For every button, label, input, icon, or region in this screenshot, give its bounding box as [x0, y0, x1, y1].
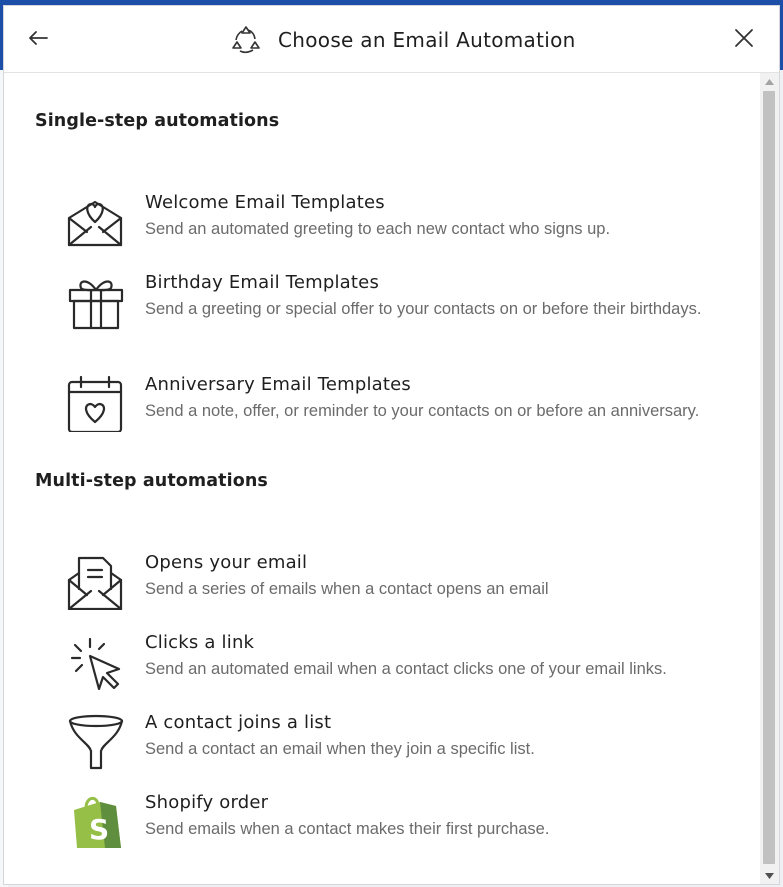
automation-option-text — [145, 630, 725, 683]
modal-header — [4, 6, 779, 73]
svg-text:S: S — [89, 813, 110, 846]
modal-body — [4, 73, 760, 884]
gift-icon — [64, 270, 124, 330]
automation-option-title: Anniversary Email Templates — [145, 374, 412, 395]
section-title-single-step: Single-step automations — [35, 111, 280, 131]
shopify-icon — [64, 790, 124, 850]
open-envelope-icon — [64, 550, 124, 610]
automation-option-text — [145, 710, 725, 763]
automation-option-title: Birthday Email Templates — [145, 272, 380, 293]
scroll-thumb[interactable] — [763, 91, 775, 864]
back-button[interactable] — [18, 18, 58, 58]
modal-title-group — [228, 20, 576, 60]
automation-option-description: Send a contact an email when they join a specific list. — [145, 740, 535, 758]
close-button[interactable] — [724, 18, 764, 58]
scroll-up-button[interactable] — [760, 73, 779, 90]
automation-option-text — [145, 372, 725, 425]
automation-option-description: Send emails when a contact makes their first purchase. — [145, 820, 550, 838]
cursor-click-icon — [64, 630, 124, 690]
close-icon — [733, 27, 755, 49]
automation-option-text — [145, 790, 725, 843]
automation-option-title: A contact joins a list — [145, 712, 332, 733]
automation-option-description: Send a note, offer, or reminder to your contacts on or before an anniversary. — [145, 402, 700, 420]
arrow-left-icon — [26, 26, 50, 50]
triangle-up-icon — [765, 79, 774, 85]
automation-option-title: Shopify order — [145, 792, 269, 813]
email-automation-modal — [4, 6, 779, 884]
modal-title: Choose an Email Automation — [278, 28, 576, 52]
automation-option-description: Send an automated email when a contact clicks one of your email links. — [145, 660, 667, 678]
funnel-icon — [64, 710, 124, 770]
automation-icon — [228, 22, 264, 58]
automation-option-description: Send an automated greeting to each new contact who signs up. — [145, 220, 611, 238]
automation-option-text — [145, 550, 725, 603]
automation-option-description: Send a series of emails when a contact opens an email — [145, 580, 549, 598]
calendar-heart-icon — [64, 372, 124, 432]
automation-option-text — [145, 270, 725, 323]
vertical-scrollbar[interactable] — [760, 73, 779, 884]
scroll-down-button[interactable] — [760, 867, 779, 884]
automation-option-title: Clicks a link — [145, 632, 255, 653]
automation-option-title: Welcome Email Templates — [145, 192, 385, 213]
triangle-down-icon — [765, 873, 774, 879]
automation-option-text — [145, 190, 725, 243]
section-title-multi-step: Multi-step automations — [35, 471, 268, 491]
automation-option-description: Send a greeting or special offer to your contacts on or before their birthdays. — [145, 300, 702, 318]
envelope-heart-icon — [64, 190, 124, 250]
automation-option-title: Opens your email — [145, 552, 308, 573]
